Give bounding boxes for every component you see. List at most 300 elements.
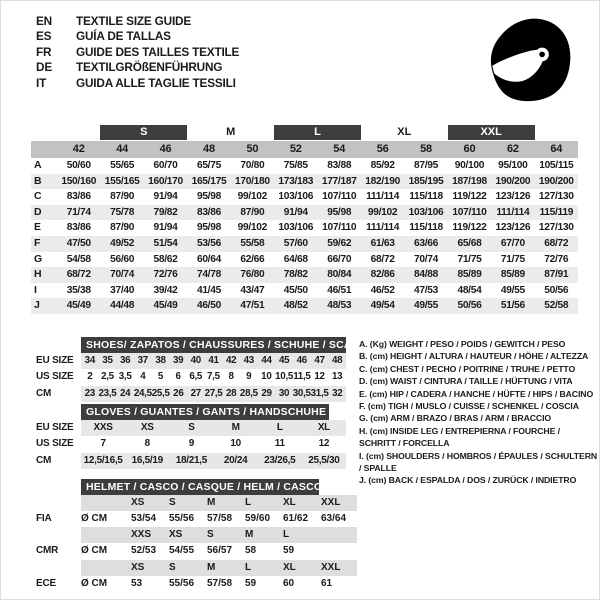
size-number: 60 <box>463 143 476 155</box>
size-value: 42 <box>226 355 237 366</box>
measurement-value: 84/88 <box>414 269 439 281</box>
size-label-row <box>81 560 357 576</box>
measurement-value: 65/68 <box>457 237 482 249</box>
measurement-value: 165/175 <box>191 175 227 187</box>
measurement-value: 95/98 <box>196 191 221 203</box>
certification-value-row <box>36 543 357 560</box>
measurement-value: 82/86 <box>370 269 395 281</box>
size-number: 56 <box>376 143 389 155</box>
helmet-size-table <box>36 479 357 592</box>
size-label: L <box>283 529 290 541</box>
legend-entry: C. (cm) CHEST / PECHO / POITRINE / TRUHE / PETTO <box>359 363 576 374</box>
size-value: 32 <box>332 387 343 399</box>
measurement-value: 115/118 <box>409 191 443 203</box>
row-values <box>129 511 357 528</box>
measurement-value: 68/72 <box>544 237 569 249</box>
measurement-value: 66/70 <box>327 253 352 265</box>
language-row <box>36 76 239 91</box>
measurement-value: 71/75 <box>500 253 525 265</box>
header-corner-cell <box>31 141 57 158</box>
size-value: 3,5 <box>118 371 132 383</box>
size-value: 35 <box>102 355 113 366</box>
legend-entry: J. (cm) BACK / ESPALDA / DOS / ZURÜCK / INDIETRO <box>359 475 577 486</box>
size-row-spacer <box>81 495 129 511</box>
language-title-list <box>36 14 239 91</box>
measurement-value: 99/102 <box>367 206 398 218</box>
size-number: 44 <box>116 143 129 155</box>
size-value: 2 <box>87 371 93 383</box>
row-label: EU SIZE <box>36 422 74 433</box>
size-value: 8 <box>144 438 150 450</box>
row-letter: D <box>34 205 42 218</box>
measurement-value: 59/62 <box>327 237 352 249</box>
row-values <box>129 543 357 560</box>
measurement-value: 87/90 <box>110 191 135 203</box>
size-labels <box>129 495 357 511</box>
certification-value-row <box>36 511 357 528</box>
size-label: XS <box>131 497 145 508</box>
measurement-value: 87/90 <box>240 206 265 218</box>
measurement-value: 68/72 <box>66 269 91 281</box>
measurement-value: 90/100 <box>454 160 485 171</box>
measurement-value: 52/58 <box>544 300 569 312</box>
size-value: 43 <box>243 355 254 366</box>
size-value: 25,5 <box>151 387 170 399</box>
measurement-value: 115/119 <box>539 206 574 218</box>
measurement-value: 95/98 <box>327 206 352 218</box>
table-row <box>36 386 346 402</box>
legend-entry: B. (cm) HEIGHT / ALTURA / HAUTEUR / HÖHE / ALTEZZA <box>359 351 589 362</box>
table-row <box>31 283 578 299</box>
measurement-value: 150/160 <box>61 175 97 187</box>
size-label: S <box>169 497 176 508</box>
size-value: 7,5 <box>207 371 220 383</box>
table-row <box>36 353 346 369</box>
measurement-value: 58/62 <box>153 253 178 265</box>
measurement-value: 70/74 <box>414 253 439 265</box>
measurement-value: 47/51 <box>240 300 265 312</box>
certification-value-row <box>36 576 357 593</box>
size-value: 16,5/19 <box>131 454 163 466</box>
size-value: 8 <box>228 371 234 383</box>
measurement-value: 50/56 <box>457 300 482 312</box>
size-label-row <box>81 527 357 543</box>
measurement-value: 103/106 <box>278 191 314 203</box>
row-values <box>57 236 578 252</box>
helmet-table-title: HELMET / CASCO / CASQUE / HELM / CASCO <box>81 479 319 495</box>
size-value: 58 <box>245 545 257 557</box>
measurement-value: 87/91 <box>544 269 569 281</box>
measurement-value: 65/75 <box>196 160 221 171</box>
size-value: S <box>188 422 195 433</box>
row-letter: G <box>34 252 43 265</box>
size-value: 30,5 <box>292 387 311 399</box>
measurement-value: 49/55 <box>414 300 439 312</box>
shoes-size-table <box>36 337 374 402</box>
measurement-value: 46/50 <box>196 300 221 312</box>
row-letter: I <box>34 283 37 296</box>
size-label: M <box>207 497 216 508</box>
measurement-value: 51/56 <box>500 300 525 312</box>
measurement-value: 55/58 <box>240 237 265 249</box>
row-letter: E <box>34 221 42 234</box>
size-value: 27 <box>190 387 201 399</box>
measurement-value: 53/56 <box>196 237 221 249</box>
measurement-value: 43/47 <box>240 284 265 296</box>
row-letter: C <box>34 190 42 203</box>
measurement-value: 71/74 <box>66 206 91 218</box>
table-row <box>36 369 346 385</box>
row-values <box>81 386 346 402</box>
measurement-value: 35/38 <box>66 284 91 296</box>
measurement-value: 71/75 <box>457 253 482 265</box>
measurement-value: 123/126 <box>495 191 531 203</box>
measurement-value: 190/200 <box>495 175 531 187</box>
measurement-value: 72/76 <box>153 269 178 281</box>
size-value: 38 <box>155 355 166 366</box>
measurement-value: 87/90 <box>110 222 135 234</box>
language-row <box>36 14 239 29</box>
measurement-value: 91/94 <box>153 222 178 234</box>
measurement-value: 64/68 <box>283 253 308 265</box>
measurement-value: 50/60 <box>66 160 91 171</box>
measurement-value: 49/54 <box>370 300 395 312</box>
racing-helmet-icon <box>478 14 578 108</box>
measurement-value: 74/78 <box>196 269 221 281</box>
language-title: GUIDA ALLE TAGLIE TESSILI <box>76 75 236 90</box>
size-number: 62 <box>506 143 519 155</box>
measurement-value: 76/80 <box>240 269 265 281</box>
row-label: US SIZE <box>36 371 74 383</box>
size-value: 55/56 <box>169 577 195 589</box>
row-values <box>57 220 578 236</box>
legend-entry: E. (cm) HIP / CADERA / HANCHE / HÜFTE / HIPS / BACINO <box>359 388 594 399</box>
size-value: 13 <box>332 371 343 383</box>
certification-section <box>36 560 357 592</box>
size-value: 24,5 <box>133 387 152 399</box>
legend-entry: H. (cm) INSIDE LEG / ENTREPIERNA / FOURCHE / SCHRITT / FORCELLA <box>359 425 560 449</box>
row-label: EU SIZE <box>36 355 74 366</box>
size-value: 59 <box>283 545 295 557</box>
measurement-value: 91/94 <box>283 206 308 218</box>
measurement-value: 70/74 <box>110 269 135 281</box>
row-letter: H <box>34 268 42 281</box>
language-row <box>36 29 239 44</box>
measurement-value: 46/52 <box>370 284 395 296</box>
size-value: 11,5 <box>293 371 311 383</box>
size-value: 10 <box>261 371 272 383</box>
legend-entry: A. (Kg) WEIGHT / PESO / POIDS / GEWITCH / PESO <box>359 339 566 349</box>
size-label: XS <box>131 561 145 573</box>
size-value: 46 <box>296 355 307 366</box>
measurement-value: 75/78 <box>110 206 135 218</box>
size-group-label: S <box>100 125 187 140</box>
measurement-value: 115/118 <box>409 222 443 234</box>
size-value: 2,5 <box>101 371 114 383</box>
measurement-value: 70/80 <box>240 160 265 171</box>
measurement-value: 160/170 <box>148 175 183 187</box>
measurement-value: 45/50 <box>283 284 308 296</box>
size-value: 18/21,5 <box>175 454 208 466</box>
measurement-value: 56/60 <box>110 253 135 265</box>
measurement-value: 63/66 <box>414 237 439 249</box>
measurement-value: 39/42 <box>153 284 178 296</box>
racing-helmet-graphic <box>478 14 578 108</box>
measurement-value: 79/82 <box>153 206 178 218</box>
measurement-value: 173/183 <box>278 175 314 187</box>
size-group-label: M <box>226 126 236 138</box>
size-label <box>319 527 357 543</box>
measurement-value: 46/51 <box>327 284 352 296</box>
measurement-value: 80/84 <box>327 269 352 281</box>
measurement-value: 107/110 <box>322 191 357 203</box>
size-value: 4 <box>140 371 146 383</box>
gloves-size-table <box>36 404 377 469</box>
measurement-value: 107/110 <box>322 222 357 234</box>
row-values <box>81 420 346 436</box>
measurement-value: 47/53 <box>414 284 439 296</box>
measurement-value: 60/70 <box>153 160 178 171</box>
size-value: XXS <box>93 422 113 433</box>
row-values <box>57 283 578 299</box>
size-value: 48 <box>332 355 343 366</box>
size-label: XXS <box>131 529 152 541</box>
measurement-value: 55/65 <box>110 160 135 171</box>
row-values <box>57 174 578 190</box>
table-row <box>31 220 578 236</box>
row-label: US SIZE <box>36 438 74 450</box>
size-number: 46 <box>159 143 172 155</box>
measurement-value: 107/110 <box>452 206 487 218</box>
textile-size-table <box>31 125 578 314</box>
language-title: GUIDE DES TAILLES TEXTILE <box>76 44 240 59</box>
measurement-value: 78/82 <box>283 269 308 281</box>
size-value: 54/55 <box>169 545 195 557</box>
measurement-value: 111/114 <box>366 222 400 234</box>
measurement-value: 91/94 <box>153 191 178 203</box>
size-value: 53 <box>131 577 143 589</box>
size-value: M <box>231 422 240 433</box>
measurement-value: 190/200 <box>538 175 574 187</box>
size-label: M <box>245 529 254 541</box>
size-value: 26 <box>173 387 184 399</box>
measurement-value: 85/89 <box>500 269 525 281</box>
measurement-value: 123/126 <box>495 222 531 234</box>
table-row <box>36 436 346 452</box>
size-value: 23 <box>84 387 95 399</box>
size-value: XS <box>140 422 154 433</box>
measurement-value: 111/114 <box>496 206 530 218</box>
language-code: EN <box>36 14 52 28</box>
measurement-legend <box>359 338 598 487</box>
measurement-value: 83/88 <box>327 160 352 171</box>
language-code: IT <box>36 75 47 90</box>
size-value: 23/26,5 <box>264 454 296 466</box>
size-group-label: XXL <box>448 125 535 140</box>
size-value: 9 <box>188 438 195 450</box>
size-value: 59 <box>245 577 257 589</box>
measurement-value: 127/130 <box>538 191 574 203</box>
size-number: 42 <box>72 143 85 155</box>
language-code: FR <box>36 44 52 59</box>
size-value: 52/53 <box>131 545 157 557</box>
row-letter: F <box>34 236 41 249</box>
language-row <box>36 45 239 60</box>
size-value: 56/57 <box>207 545 233 557</box>
size-value: 55/56 <box>169 512 195 524</box>
size-number-header-row <box>31 141 578 158</box>
size-value: 60 <box>283 577 295 589</box>
size-value: 27,5 <box>204 387 223 399</box>
row-values <box>57 252 578 268</box>
measurement-value: 177/187 <box>321 175 357 187</box>
size-label: S <box>207 529 214 541</box>
certification-label: ECE <box>36 577 56 589</box>
measurement-value: 37/40 <box>110 284 135 296</box>
size-value: L <box>276 422 283 433</box>
size-value: 41 <box>208 355 219 366</box>
language-code: ES <box>36 29 52 44</box>
measurement-value: 45/49 <box>66 300 91 312</box>
size-value: 40 <box>190 355 201 366</box>
row-letter: B <box>34 174 42 187</box>
size-value: 28 <box>226 387 237 399</box>
measurement-value: 75/85 <box>283 160 308 171</box>
diameter-unit-label: Ø CM <box>81 545 108 557</box>
size-label: XXL <box>321 497 341 508</box>
table-row <box>31 298 578 314</box>
measurement-value: 83/86 <box>66 191 91 203</box>
certification-section <box>36 495 357 527</box>
size-number: 52 <box>289 143 302 155</box>
measurement-value: 95/100 <box>498 160 528 171</box>
table-row <box>31 158 578 174</box>
measurement-value: 87/95 <box>414 160 439 171</box>
size-value: 34 <box>84 355 95 366</box>
measurement-value: 41/45 <box>196 284 221 296</box>
measurement-value: 103/106 <box>278 222 314 234</box>
size-value: 23,5 <box>98 387 117 399</box>
measurement-value: 45/49 <box>153 300 178 312</box>
measurement-value: 51/54 <box>153 237 178 249</box>
row-letter: J <box>34 299 40 312</box>
size-value: 47 <box>314 355 325 366</box>
measurement-value: 83/86 <box>66 222 91 234</box>
size-value: 25,5/30 <box>308 454 340 466</box>
certification-label: FIA <box>36 512 52 524</box>
row-values <box>57 267 578 283</box>
size-value: 39 <box>173 355 184 366</box>
measurement-value: 44/48 <box>110 300 135 312</box>
measurement-value: 99/102 <box>237 222 268 234</box>
size-group-label: XL <box>397 126 412 138</box>
measurement-value: 48/53 <box>327 300 352 312</box>
size-label: XL <box>283 497 296 508</box>
size-label: L <box>245 561 252 573</box>
gloves-table-body <box>36 420 346 469</box>
legend-entry: G. (cm) ARM / BRAZO / BRAS / ARM / BRACCIO <box>359 413 552 424</box>
size-value <box>319 543 357 560</box>
size-value: 28,5 <box>239 387 258 399</box>
row-values <box>129 576 357 593</box>
measurement-value: 68/72 <box>370 253 395 265</box>
certification-label: CMR <box>36 545 59 557</box>
measurement-value: 99/102 <box>237 191 268 203</box>
size-value: 36 <box>120 355 131 366</box>
helmet-table-body <box>36 495 357 592</box>
size-label: XXL <box>321 561 341 573</box>
table-row <box>36 420 346 436</box>
table-row <box>31 205 578 221</box>
measurement-value: 83/86 <box>196 206 221 218</box>
size-label: XL <box>283 561 296 573</box>
measurement-value: 72/76 <box>544 253 569 265</box>
shoes-table-body <box>36 353 346 402</box>
size-value: 7 <box>100 438 106 450</box>
size-value: 24 <box>119 387 131 399</box>
size-value: 37 <box>137 355 148 366</box>
shoes-table-title: SHOES/ ZAPATOS / CHAUSSURES / SCHUHE / SCARPE <box>81 337 346 353</box>
measurement-value: 85/89 <box>457 269 482 281</box>
size-value: 20/24 <box>223 454 248 466</box>
textile-table-body <box>31 158 578 314</box>
size-value: 53/54 <box>131 512 157 524</box>
size-value: XL <box>317 422 330 433</box>
measurement-value: 48/54 <box>457 284 482 296</box>
measurement-value: 48/52 <box>283 300 308 312</box>
size-number: 64 <box>550 143 563 155</box>
measurement-value: 47/50 <box>66 237 91 249</box>
measurement-value: 119/122 <box>452 222 487 234</box>
measurement-value: 185/195 <box>408 175 444 187</box>
size-value: 45 <box>279 355 290 366</box>
table-row <box>31 189 578 205</box>
diameter-unit-label: Ø CM <box>81 512 108 524</box>
measurement-value: 49/55 <box>500 284 525 296</box>
language-row <box>36 60 239 75</box>
size-value: 9 <box>246 371 252 383</box>
size-value: 44 <box>261 355 272 366</box>
measurement-value: 95/98 <box>196 222 221 234</box>
size-label-row <box>81 495 357 511</box>
size-value: 63/64 <box>321 512 347 524</box>
row-values <box>57 205 578 221</box>
size-value: 31,5 <box>310 387 329 399</box>
size-value: 29 <box>261 387 272 399</box>
measurement-value: 170/180 <box>235 175 270 187</box>
legend-entry: D. (cm) WAIST / CINTURA / TAILLE / HÜFTUNG / VITA <box>359 376 573 387</box>
language-title: TEXTILE SIZE GUIDE <box>76 14 192 28</box>
row-label: CM <box>36 387 52 399</box>
measurement-value: 61/63 <box>370 237 395 249</box>
table-row <box>31 252 578 268</box>
size-label: S <box>169 561 176 573</box>
measurement-value: 182/190 <box>365 175 400 187</box>
language-title: TEXTILGRÖßENFÜHRUNG <box>76 60 223 75</box>
size-row-spacer <box>81 560 129 576</box>
measurement-value: 85/92 <box>370 160 395 171</box>
row-values <box>81 436 346 452</box>
size-value: 59/60 <box>245 512 271 524</box>
measurement-value: 57/60 <box>283 237 308 249</box>
legend-entry: F. (cm) TIGH / MUSLO / CUISSE / SCHENKEL / COSCIA <box>359 401 579 412</box>
size-number: 54 <box>333 143 346 155</box>
measurement-value: 105/115 <box>539 160 574 171</box>
measurement-value: 111/114 <box>366 191 400 203</box>
measurement-value: 119/122 <box>452 191 487 203</box>
size-number: 48 <box>203 143 215 155</box>
size-value: 57/58 <box>207 512 233 524</box>
